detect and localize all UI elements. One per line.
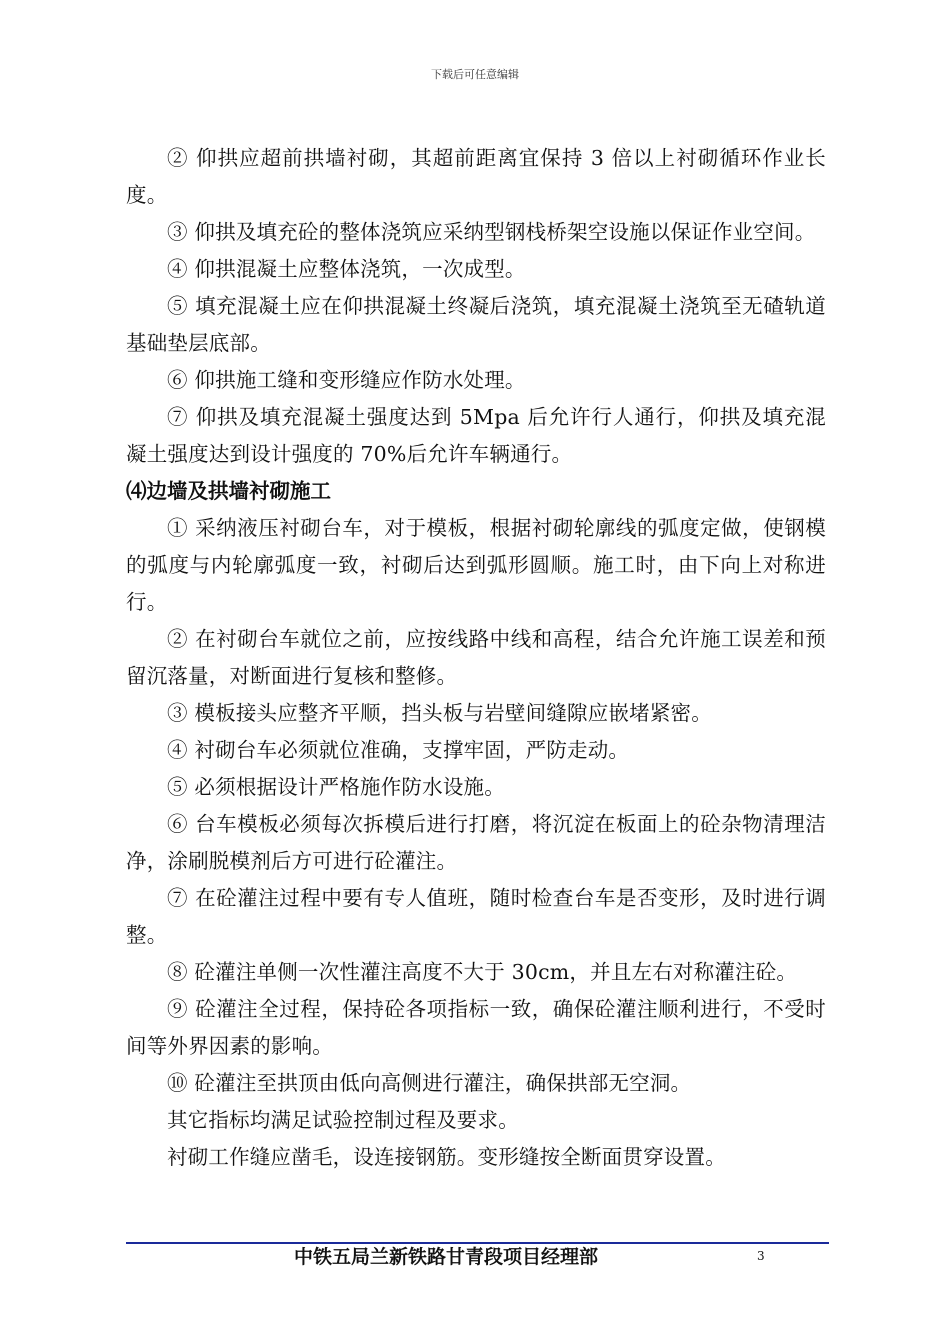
paragraph: ③ 模板接头应整齐平顺，挡头板与岩壁间缝隙应嵌堵紧密。: [167, 701, 712, 725]
page-number: 3: [757, 1249, 765, 1263]
paragraph: ② 仰拱应超前拱墙衬砌，其超前距离宜保持 3 倍以上衬砌循环作业长度。: [126, 146, 826, 207]
paragraph: ① 采纳液压衬砌台车，对于模板，根据衬砌轮廓线的弧度定做，使钢模的弧度与内轮廓弧度一致，衬砌后达到弧形圆顺。施工时，由下向上对称进行。: [126, 516, 826, 614]
paragraph: ③ 仰拱及填充砼的整体浇筑应采纳型钢栈桥架空设施以保证作业空间。: [167, 220, 816, 244]
paragraph: ⑩ 砼灌注至拱顶由低向高侧进行灌注，确保拱部无空洞。: [167, 1071, 692, 1095]
document-body: [126, 140, 826, 1176]
paragraph: ⑨ 砼灌注全过程，保持砼各项指标一致，确保砼灌注顺利进行，不受时间等外界因素的影响。: [126, 997, 826, 1058]
paragraph: ④ 仰拱混凝土应整体浇筑，一次成型。: [167, 257, 526, 281]
paragraph: ⑥ 仰拱施工缝和变形缝应作防水处理。: [167, 368, 526, 392]
paragraph: ⑦ 在砼灌注过程中要有专人值班，随时检查台车是否变形，及时进行调整。: [126, 886, 826, 947]
paragraph: ⑦ 仰拱及填充混凝土强度达到 5Mpa 后允许行人通行，仰拱及填充混凝土强度达到设计强度的 70%后允许车辆通行。: [126, 405, 826, 466]
paragraph: ⑤ 填充混凝土应在仰拱混凝土终凝后浇筑，填充混凝土浇筑至无碴轨道基础垫层底部。: [126, 294, 826, 355]
paragraph: ② 在衬砌台车就位之前，应按线路中线和高程，结合允许施工误差和预留沉落量，对断面进行复核和整修。: [126, 627, 826, 688]
paragraph: 衬砌工作缝应凿毛，设连接钢筋。变形缝按全断面贯穿设置。: [167, 1145, 726, 1169]
paragraph: ⑧ 砼灌注单侧一次性灌注高度不大于 30cm，并且左右对称灌注砼。: [167, 960, 798, 984]
paragraph: 其它指标均满足试验控制过程及要求。: [167, 1108, 519, 1132]
paragraph: ⑥ 台车模板必须每次拆模后进行打磨，将沉淀在板面上的砼杂物清理洁净，涂刷脱模剂后方可进行砼灌注。: [126, 812, 826, 873]
paragraph: ④ 衬砌台车必须就位准确，支撑牢固，严防走动。: [167, 738, 630, 762]
footer-title: 中铁五局兰新铁路甘青段项目经理部: [293, 1246, 598, 1268]
section-heading: ⑷边墙及拱墙衬砌施工: [126, 479, 331, 503]
header-note: 下载后可任意编辑: [431, 68, 519, 81]
paragraph: ⑤ 必须根据设计严格施作防水设施。: [167, 775, 505, 799]
